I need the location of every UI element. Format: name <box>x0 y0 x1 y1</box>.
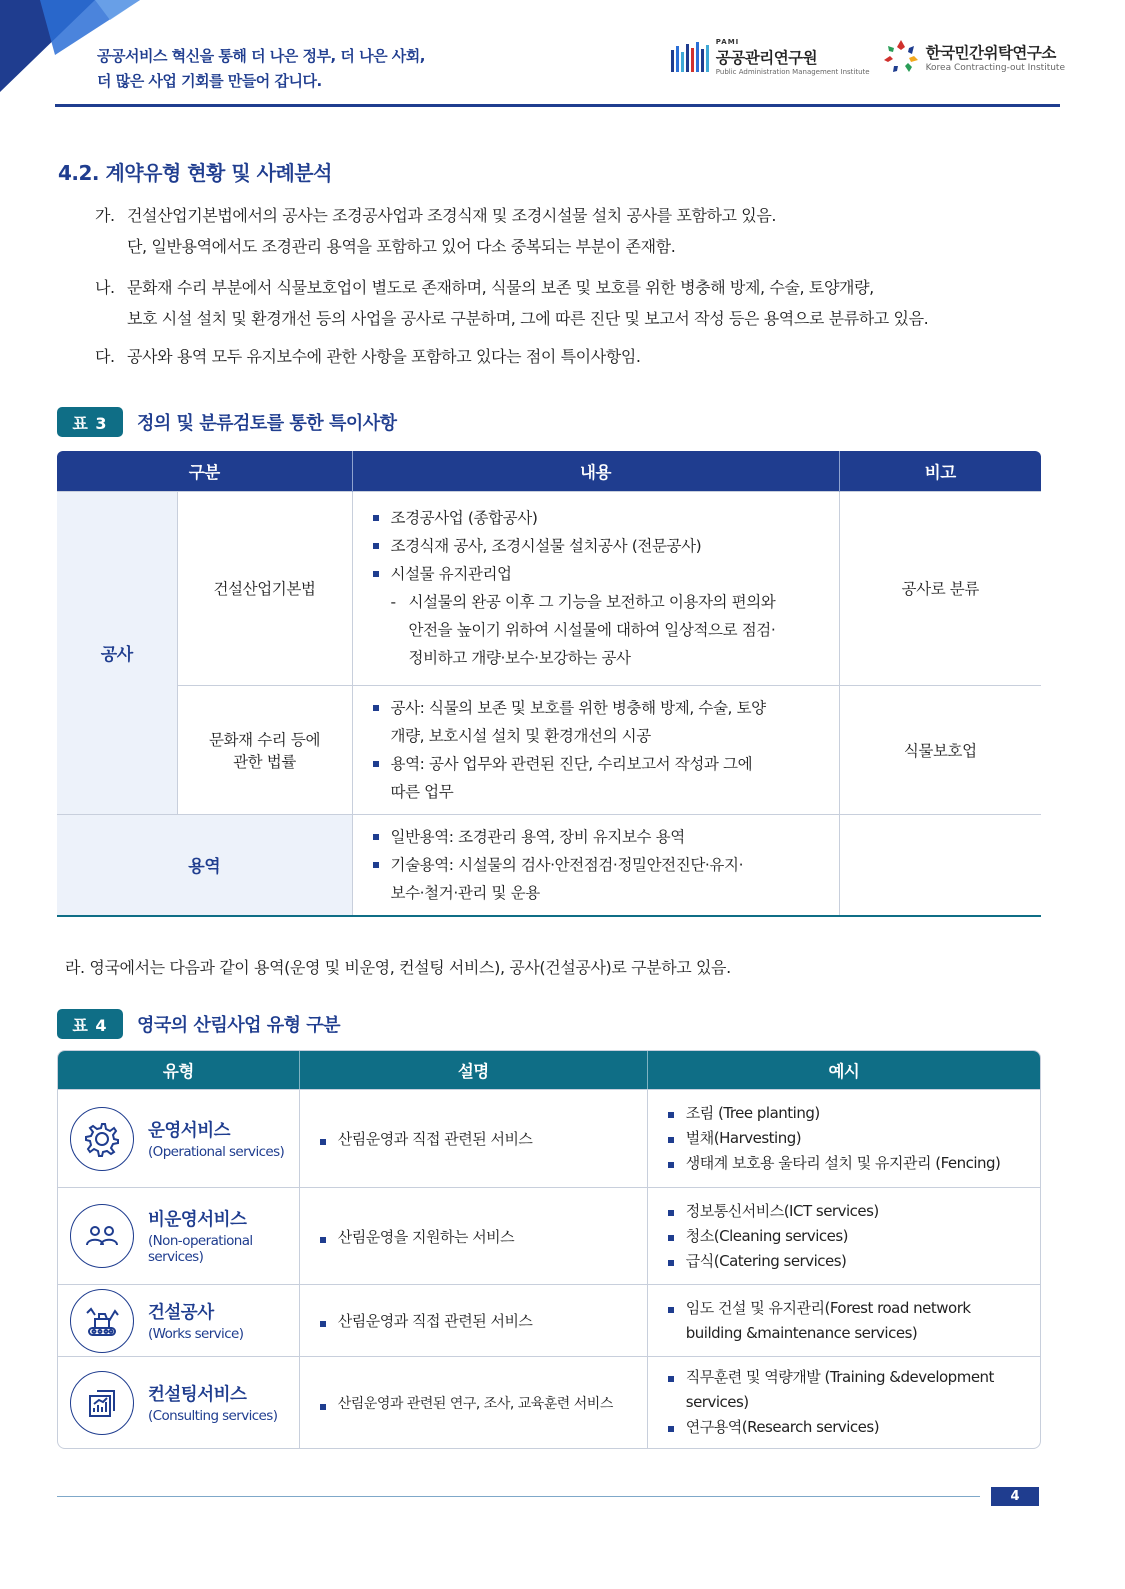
list-item: 벌채(Harvesting) <box>666 1126 1026 1151</box>
list-item: 용역: 공사 업무와 관련된 진단, 수리보고서 작성과 그에 따른 업무 <box>371 750 825 806</box>
table3-header-category: 구분 <box>57 451 352 491</box>
list-item: 일반용역: 조경관리 용역, 장비 유지보수 용역 <box>371 823 825 851</box>
list-item: 시설물 유지관리업 <box>371 560 825 588</box>
table3-header-content: 내용 <box>352 451 839 491</box>
kci-star-icon <box>882 38 920 76</box>
paragraph-ga: 가. 건설산업기본법에서의 공사는 조경공사업과 조경식재 및 조경시설물 설치 공사를 포함하고 있음. 단, 일반용역에서도 조경관리 용역을 포함하고 있어 다소 중복되는 부분이 존재함. <box>95 206 777 256</box>
list-item: 연구용역(Research services) <box>666 1415 1026 1440</box>
pami-bars-icon <box>670 40 710 74</box>
table4 <box>57 1050 1041 1449</box>
table3 <box>57 451 1041 917</box>
paragraph-na: 나. 문화재 수리 부분에서 식물보호업이 별도로 존재하며, 식물의 보존 및 보호를 위한 병충해 방제, 수술, 토양개량, 보호 시설 설치 및 환경개선 등의 사업을 공사로 구분하며, 그에 따른 진단 및 보고서 작성 등은 용역으로 분류하고 있음. <box>95 278 929 328</box>
table4-caption <box>57 1009 340 1039</box>
header-divider <box>55 104 1060 107</box>
table3-sub-label: 건설산업기본법 <box>177 491 352 685</box>
list-item: 조경식재 공사, 조경시설물 설치공사 (전문공사) <box>371 532 825 560</box>
table-row <box>57 814 1041 916</box>
table3-note <box>839 814 1041 916</box>
table4-header-type: 유형 <box>58 1051 299 1089</box>
table4-badge: 표 4 <box>57 1009 123 1039</box>
table3-group-service: 용역 <box>57 814 352 916</box>
list-item: 공사: 식물의 보존 및 보호를 위한 병충해 방제, 수술, 토양 개량, 보호시설 설치 및 환경개선의 시공 <box>371 694 825 750</box>
header-logos <box>670 38 1065 76</box>
paragraph-ra: 라. 영국에서는 다음과 같이 용역(운영 및 비운영, 컨설팅 서비스), 공사(건설공사)로 구분하고 있음. <box>65 958 731 977</box>
table3-content-cell <box>352 685 839 814</box>
gear-icon <box>70 1107 134 1171</box>
section-title: 4.2. 계약유형 현황 및 사례분석 <box>58 161 332 185</box>
list-item: 정보통신서비스(ICT services) <box>666 1199 1026 1224</box>
excavator-icon <box>70 1289 134 1353</box>
list-item: 임도 건설 및 유지관리(Forest road network building &maintenance services) <box>666 1296 1026 1346</box>
table3-note: 식물보호업 <box>839 685 1041 814</box>
table-row <box>57 685 1041 814</box>
table4-title: 영국의 산림사업 유형 구분 <box>137 1015 341 1036</box>
list-item: 산림운영을 지원하는 서비스 <box>318 1226 647 1247</box>
table3-sub-label: 문화재 수리 등에 관한 법률 <box>177 685 352 814</box>
list-item: 기술용역: 시설물의 검사·안전점검·정밀안전진단·유지· 보수·철거·관리 및 운용 <box>371 851 825 907</box>
list-item: 직무훈련 및 역량개발 (Training &development services) <box>666 1365 1026 1415</box>
page-number: 4 <box>991 1487 1039 1506</box>
chart-report-icon <box>70 1371 134 1435</box>
table3-group-construction: 공사 <box>57 491 177 814</box>
table-row: 컨설팅서비스 (Consulting services) 산림운영과 관련된 연구, 조사, 교육훈련 서비스 직무훈련 및 역량개발 (Training &development services) 연구용역(Research services) <box>58 1356 1040 1448</box>
list-item: 급식(Catering services) <box>666 1249 1026 1274</box>
table3-content-cell <box>352 491 839 685</box>
table-row: 건설공사 (Works service) 산림운영과 직접 관련된 서비스 임도 건설 및 유지관리(Forest road network building &maintenance services) <box>58 1284 1040 1356</box>
table-row <box>57 491 1041 685</box>
table3-title: 정의 및 분류검토를 통한 특이사항 <box>137 413 397 434</box>
list-item: 산림운영과 직접 관련된 서비스 <box>318 1310 647 1331</box>
table4-header-examples: 예시 <box>647 1051 1040 1089</box>
paragraph-da: 다. 공사와 용역 모두 유지보수에 관한 사항을 포함하고 있다는 점이 특이사항임. <box>95 347 641 366</box>
footer-divider <box>57 1496 980 1497</box>
list-item: 생태계 보호용 울타리 설치 및 유지관리 (Fencing) <box>666 1151 1026 1176</box>
table3-header-note: 비고 <box>839 451 1041 491</box>
table-row: 운영서비스 (Operational services) 산림운영과 직접 관련된 서비스 조림 (Tree planting) 벌채(Harvesting) 생태계 보호용 울타리 설치 및 유지관리 (Fencing) <box>58 1089 1040 1187</box>
table3-caption <box>57 407 397 437</box>
list-item: 조경공사업 (종합공사) <box>371 504 825 532</box>
table-row: 비운영서비스 (Non-operational services) 산림운영을 지원하는 서비스 정보통신서비스(ICT services) 청소(Cleaning services) 급식(Catering services) <box>58 1187 1040 1284</box>
pami-logo: PAMI 공공관리연구원 Public Administration Management Institute <box>670 38 870 76</box>
list-item: 산림운영과 관련된 연구, 조사, 교육훈련 서비스 <box>318 1393 647 1413</box>
list-item: 청소(Cleaning services) <box>666 1224 1026 1249</box>
people-icon <box>70 1204 134 1268</box>
list-subitem: - 시설물의 완공 이후 그 기능을 보전하고 이용자의 편의와 안전을 높이기 위하여 시설물에 대하여 일상적으로 점검· 정비하고 개량·보수·보강하는 공사 <box>390 593 776 667</box>
list-item: 조림 (Tree planting) <box>666 1101 1026 1126</box>
kci-logo: 한국민간위탁연구소 Korea Contracting-out Institute <box>882 38 1065 76</box>
table3-content-cell <box>352 814 839 916</box>
table3-badge: 표 3 <box>57 407 123 437</box>
table3-note: 공사로 분류 <box>839 491 1041 685</box>
list-item: 산림운영과 직접 관련된 서비스 <box>318 1128 647 1149</box>
table4-header-description: 설명 <box>299 1051 647 1089</box>
header-tagline: 공공서비스 혁신을 통해 더 나은 정부, 더 나은 사회, 더 많은 사업 기회를 만들어 갑니다. <box>97 47 425 90</box>
